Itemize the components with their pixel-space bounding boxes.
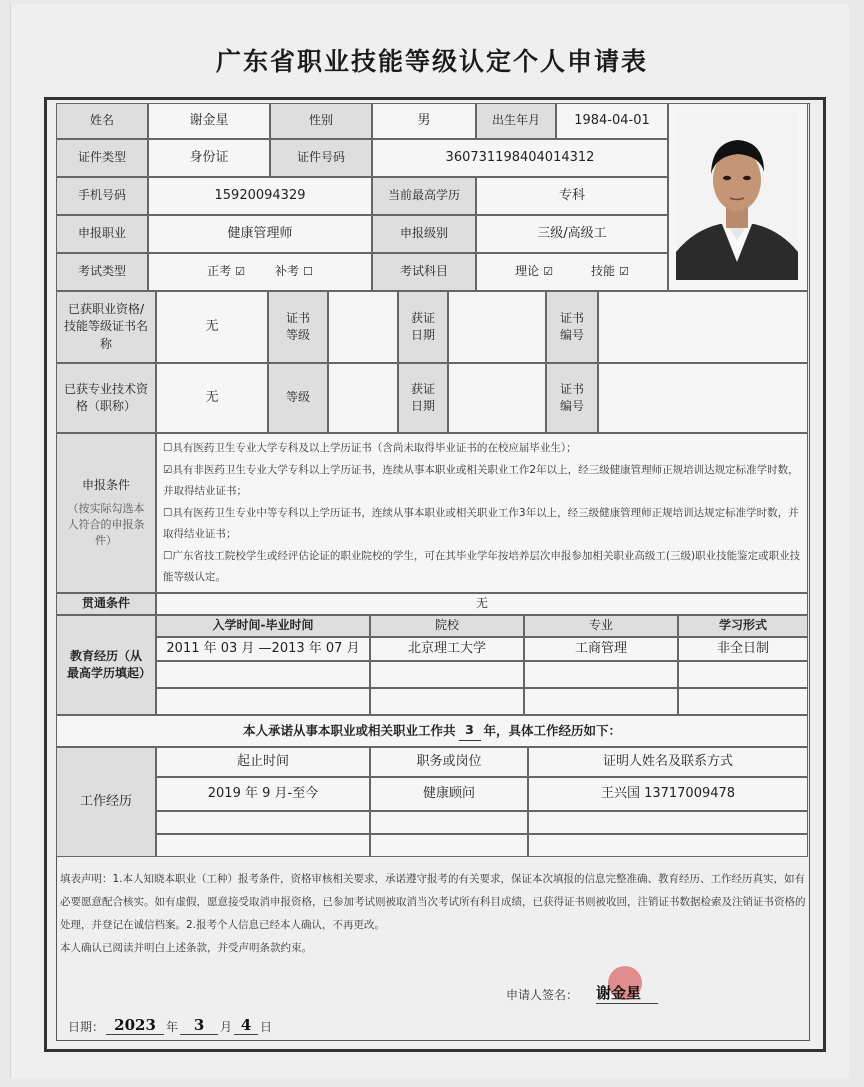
- level-label: 申报级别: [372, 215, 476, 253]
- signature-label: 申请人签名：: [506, 988, 579, 1002]
- title-date-value: [448, 363, 546, 433]
- job-value: 健康管理师: [148, 215, 372, 253]
- work-empty-cell: [370, 811, 528, 834]
- edu-row-school: 北京理工大学: [370, 637, 524, 661]
- option-theory-label: 理论: [515, 264, 540, 279]
- exam-subject-label: 考试科目: [372, 253, 476, 291]
- declaration-block: [60, 868, 806, 960]
- birth-value: 1984-04-01: [556, 103, 668, 139]
- phone-label: 手机号码: [56, 177, 148, 215]
- condition-item-2[interactable]: ☑具有非医药卫生专业大学专科以上学历证书，连续从事本职业或相关职业工作2年以上，经三级健康管理师正规培训达规定标准学时数，并取得结业证书；: [163, 463, 799, 497]
- edu-header-major: 专业: [524, 615, 678, 637]
- option-theory-checkbox[interactable]: ☑: [543, 265, 553, 279]
- date-year[interactable]: 2023: [106, 1016, 164, 1035]
- title-no-label: 证书编号: [546, 363, 598, 433]
- edu-empty-cell: [524, 688, 678, 715]
- work-empty-cell: [370, 834, 528, 857]
- pledge-pre: 本人承诺从事本职业或相关职业工作共: [242, 722, 456, 738]
- conditions-list: [156, 433, 808, 593]
- edu-row-mode: 非全日制: [678, 637, 808, 661]
- option-zheng-checkbox[interactable]: ☑: [235, 265, 245, 279]
- form-title: 广东省职业技能等级认定个人申请表: [215, 47, 648, 76]
- option-skill-checkbox[interactable]: ☑: [619, 265, 629, 279]
- education-level-label: 当前最高学历: [372, 177, 476, 215]
- date-month-unit: 月: [220, 1020, 233, 1034]
- title-grade-label: 等级: [268, 363, 328, 433]
- idtype-value: 身份证: [148, 139, 270, 177]
- edu-row-period: 2011 年 03 月 —2013 年 07 月: [156, 637, 370, 661]
- exam-type-label: 考试类型: [56, 253, 148, 291]
- date-label: 日期：: [68, 1020, 105, 1034]
- work-header-reference: 证明人姓名及联系方式: [528, 747, 808, 777]
- cert-grade-label: 证书等级: [268, 291, 328, 363]
- edu-empty-cell: [370, 661, 524, 688]
- edu-row-major: 工商管理: [524, 637, 678, 661]
- work-empty-cell: [156, 834, 370, 857]
- through-value: 无: [156, 593, 808, 615]
- edu-empty-cell: [156, 661, 370, 688]
- title-no-value: [598, 363, 808, 433]
- edu-empty-cell: [524, 661, 678, 688]
- condition-item-4[interactable]: ☐广东省技工院校学生或经评估论证的职业院校的学生，可在其毕业学年按培养层次申报参加相关职业高级工(三级)职业技能鉴定或职业技能等级认定。: [163, 549, 801, 583]
- conditions-label-cell: [56, 433, 156, 593]
- edu-header-school: 院校: [370, 615, 524, 637]
- pledge-years: 3: [459, 721, 481, 740]
- work-header-position: 职务或岗位: [370, 747, 528, 777]
- phone-value: 15920094329: [148, 177, 372, 215]
- declaration-text: 填表声明：1.本人知晓本职业（工种）报考条件，资格审核相关要求，承诺遵守报考的有关要求，保证本次填报的信息完整准确、教育经历、工作经历真实，如有必要愿意配合核实。如有虚假，愿意接受取消申报资格，已参加考试则被取消当次考试所有科目成绩，已获得证书则被收回，注销证书数据检索及注销证书资格的处理，并登记在诚信档案。2.报考个人信息已经本人确认，不再更改。: [60, 873, 806, 931]
- signature-value[interactable]: 谢金星: [596, 982, 658, 1004]
- cert-no-value: [598, 291, 808, 363]
- edu-header-mode: 学习形式: [678, 615, 808, 637]
- date-day[interactable]: 4: [234, 1016, 258, 1035]
- date-line: [68, 1016, 272, 1035]
- edu-empty-cell: [678, 661, 808, 688]
- cert-no-label: 证书编号: [546, 291, 598, 363]
- date-day-unit: 日: [260, 1020, 273, 1034]
- education-label: 教育经历（从最高学历填起）: [56, 615, 156, 715]
- birth-label: 出生年月: [476, 103, 556, 139]
- edu-header-period: 入学时间-毕业时间: [156, 615, 370, 637]
- option-zheng-label: 正考: [207, 264, 232, 279]
- pledge-line: [56, 715, 808, 747]
- cert-date-label: 获证日期: [398, 291, 448, 363]
- conditions-hint: （按实际勾选本人符合的申报条件）: [67, 501, 145, 547]
- cert-date-value: [448, 291, 546, 363]
- title-date-label: 获证日期: [398, 363, 448, 433]
- name-value: 谢金星: [148, 103, 270, 139]
- level-value: 三级/高级工: [476, 215, 668, 253]
- cert-grade-value: [328, 291, 398, 363]
- idtype-label: 证件类型: [56, 139, 148, 177]
- work-empty-cell: [156, 811, 370, 834]
- through-label: 贯通条件: [56, 593, 156, 615]
- condition-item-3[interactable]: ☐具有医药卫生专业中等专科以上学历证书，连续从事本职业或相关职业工作3年以上，经三级健康管理师正规培训达规定标准学时数，并取得结业证书；: [163, 506, 799, 540]
- option-bu-label: 补考: [275, 264, 300, 279]
- pledge-post: 年，具体工作经历如下：: [483, 722, 622, 738]
- work-empty-cell: [528, 834, 808, 857]
- cert-name-label: 已获职业资格/技能等级证书名称: [56, 291, 156, 363]
- idno-label: 证件号码: [270, 139, 372, 177]
- work-label: 工作经历: [56, 747, 156, 857]
- name-label: 姓名: [56, 103, 148, 139]
- job-label: 申报职业: [56, 215, 148, 253]
- edu-empty-cell: [156, 688, 370, 715]
- option-skill-label: 技能: [591, 264, 616, 279]
- work-empty-cell: [528, 811, 808, 834]
- idno-value: 360731198404014312: [372, 139, 668, 177]
- exam-type-options: [148, 253, 372, 291]
- date-month[interactable]: 3: [180, 1016, 218, 1035]
- condition-item-1[interactable]: ☐具有医药卫生专业大学专科及以上学历证书（含尚未取得毕业证书的在校应届毕业生）；: [163, 442, 577, 454]
- title-cert-value: 无: [156, 363, 268, 433]
- edu-empty-cell: [370, 688, 524, 715]
- option-bu-checkbox[interactable]: ☐: [303, 265, 313, 279]
- title-cert-label: 已获专业技术资格（职称）: [56, 363, 156, 433]
- conditions-label: 申报条件: [81, 478, 130, 493]
- edu-empty-cell: [678, 688, 808, 715]
- gender-value: 男: [372, 103, 476, 139]
- work-row-position: 健康顾问: [370, 777, 528, 811]
- declaration-confirm: 本人确认已阅读并明白上述条款，并受声明条款约束。: [60, 942, 312, 954]
- work-row-period: 2019 年 9 月-至今: [156, 777, 370, 811]
- date-year-unit: 年: [166, 1020, 179, 1034]
- work-header-period: 起止时间: [156, 747, 370, 777]
- applicant-photo: [676, 112, 798, 280]
- title-grade-value: [328, 363, 398, 433]
- education-level-value: 专科: [476, 177, 668, 215]
- gender-label: 性别: [270, 103, 372, 139]
- exam-subject-options: [476, 253, 668, 291]
- cert-name-value: 无: [156, 291, 268, 363]
- work-row-reference: 王兴国 13717009478: [528, 777, 808, 811]
